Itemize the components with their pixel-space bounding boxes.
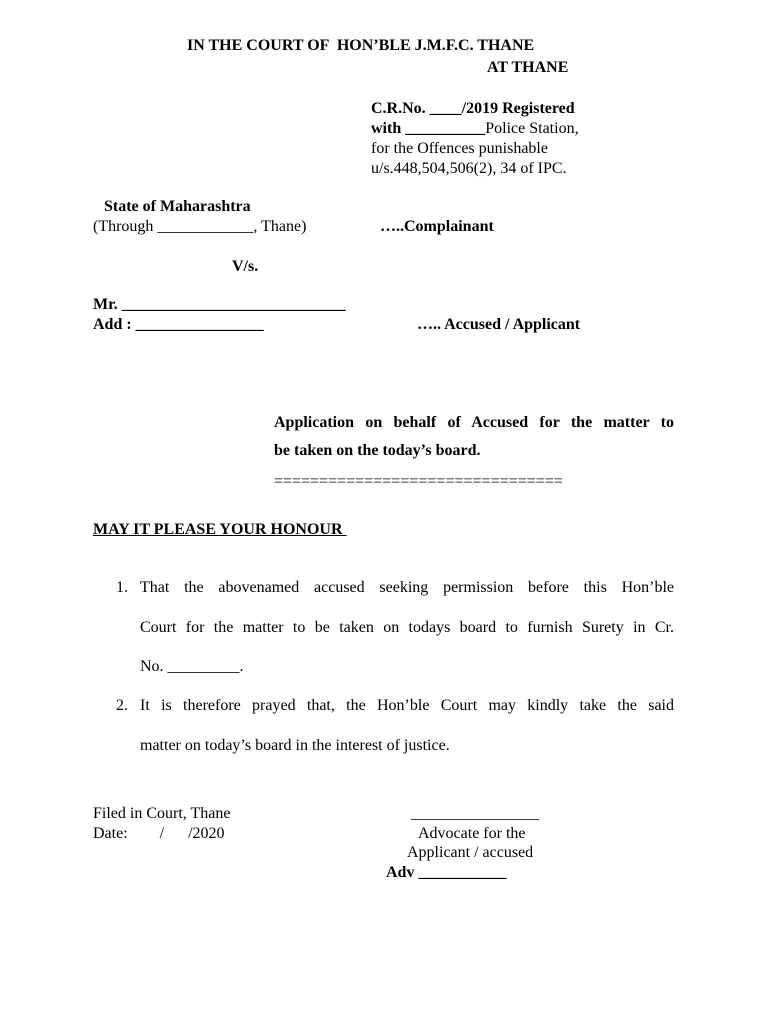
divider-line: ================================ [274,473,563,490]
state-name: State of Maharashtra [104,198,251,215]
sections-line: u/s.448,504,506(2), 34 of IPC. [371,160,567,177]
paragraph-number: 2. [116,697,128,714]
accused-address-line: Add : ________________ [93,316,264,333]
application-title-line2: be taken on the today’s board. [274,442,481,459]
with-label: with __________ [371,120,486,137]
court-location: AT THANE [487,59,569,76]
paragraph-1-line1: That the abovenamed accused seeking permission before this Hon’ble [140,579,674,596]
paragraph-1-line3: No. _________. [140,658,244,675]
through-line: (Through ____________, Thane) [93,218,307,235]
offences-line: for the Offences punishable [371,140,548,157]
court-title: IN THE COURT OF HON’BLE J.M.F.C. THANE [187,37,535,54]
accused-label: ….. Accused / Applicant [417,316,581,333]
salutation: MAY IT PLEASE YOUR HONOUR [93,521,347,538]
complainant-label: …..Complainant [380,218,494,235]
filed-in-court: Filed in Court, Thane [93,805,231,822]
paragraph-1-line2: Court for the matter to be taken on todays board to furnish Surety in Cr. [140,619,674,636]
filing-date: Date: / /2020 [93,825,225,842]
paragraph-2-line1: It is therefore prayed that, the Hon’ble Court may kindly take the said [140,697,674,714]
signature-line: ________________ [411,805,539,822]
paragraph-number: 1. [116,579,128,596]
advocate-label-line1: Advocate for the [418,825,526,842]
cr-number: C.R.No. ____/2019 Registered [371,100,575,117]
advocate-label-line2: Applicant / accused [407,844,534,861]
police-station-line [371,119,579,139]
application-title-line1: Application on behalf of Accused for the matter to [274,414,674,431]
paragraph-2-line2: matter on today’s board in the interest of justice. [140,737,450,754]
advocate-name-line: Adv ___________ [386,864,507,881]
accused-name-line: Mr. ____________________________ [93,296,346,313]
versus-label: V/s. [232,258,259,275]
police-station-text: Police Station, [485,120,579,137]
